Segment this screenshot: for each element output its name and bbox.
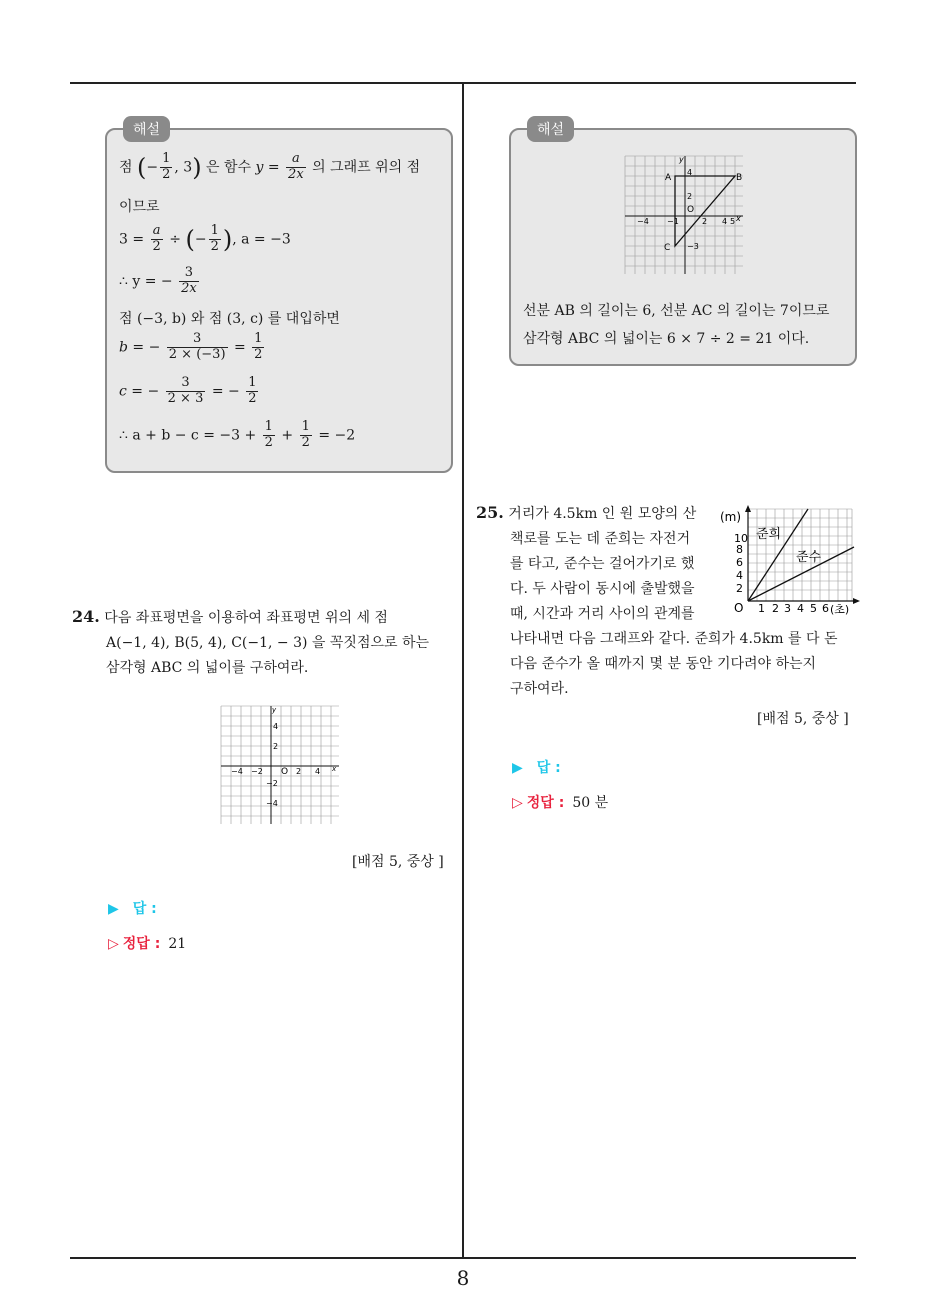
question-24-line-2: A(−1, 4), B(5, 4), C(−1, − 3) 을 꼭짓점으로 하는 (106, 635, 430, 651)
origin-label: O (687, 205, 695, 215)
right-solution-box (509, 122, 857, 366)
y-tick-label: 2 (736, 582, 743, 595)
question-25-line-4: 다. 두 사람이 동시에 출발했을 (510, 581, 695, 597)
series-label-junhee: 준희 (756, 527, 782, 542)
question-25-line-6: 나타내면 다음 그래프와 같다. 준희가 4.5km 를 다 돈 (510, 631, 838, 647)
question-25-line-3: 를 타고, 준수는 걸어가기로 했 (510, 556, 695, 572)
solution-line-1: 점 (− $\frac{1}{2}$ , 3) 은 함수 y = $\frac{a}{2x}$ 의 그래프 위의 점 (119, 151, 421, 182)
solution-tag: 해설 (527, 116, 574, 142)
tick-label: 4 (722, 217, 728, 226)
solution-line-4: ∴ y = − $\frac{3}{2x}$ (119, 265, 197, 296)
q24-correct-row (108, 933, 186, 953)
answer-label: 답 : (132, 901, 157, 917)
page-number: 8 (456, 1266, 470, 1290)
origin-label: O (281, 767, 289, 777)
tick-label: 2 (273, 742, 279, 751)
bottom-rule (70, 1257, 856, 1259)
x-axis-label: x (332, 765, 337, 773)
triangle-coordinate-graph (623, 154, 745, 276)
correct-value: 21 (168, 936, 187, 952)
answer-label: 답 : (536, 760, 561, 776)
question-24 (72, 604, 457, 681)
y-tick-label: 8 (736, 543, 743, 556)
question-25-line-1: 25. 거리가 4.5km 인 원 모양의 산 (476, 503, 697, 522)
y-axis-label: y (679, 155, 684, 164)
x-tick-label: 3 (784, 602, 791, 615)
play-triangle-icon: ▶ (512, 760, 523, 776)
tick-label: −3 (687, 242, 699, 251)
correct-label: 정답 : (526, 795, 565, 811)
tick-label: −1 (667, 217, 679, 226)
solution-line-7: c = − $\frac{3}{2 \times 3}$ = − $\frac{1}{2}$ (119, 375, 257, 406)
tick-label: −4 (637, 217, 649, 226)
question-25-line-7: 다음 준수가 올 때까지 몇 분 동안 기다려야 하는지 (510, 656, 817, 672)
x-tick-label: 1 (758, 602, 765, 615)
q25-distance-time-graph (720, 505, 862, 620)
question-number: 24. (72, 607, 100, 626)
outline-triangle-icon: ▷ (512, 795, 523, 811)
question-25-line-2: 책로를 도는 데 준희는 자전거 (510, 531, 691, 547)
q24-answer-row (108, 898, 157, 918)
q24-score: [배점 5, 중상 ] (352, 854, 444, 870)
correct-value: 50 분 (572, 795, 609, 811)
y-axis-label: y (272, 706, 277, 714)
tick-label: −2 (251, 767, 263, 776)
q25-answer-row (512, 757, 561, 777)
tick-label: −4 (266, 799, 278, 808)
y-unit-label: (m) (720, 510, 742, 524)
y-tick-label: 4 (736, 569, 743, 582)
y-tick-label: 6 (736, 556, 743, 569)
question-24-line-3: 삼각형 ABC 의 넓이를 구하여라. (106, 660, 309, 676)
solution-line-8: ∴ a + b − c = −3 + $\frac{1}{2}$ + $\frac{1}{2}$ = −2 (119, 419, 356, 450)
solution-line-2: 이므로 (119, 199, 160, 215)
point-b-label: B (736, 173, 743, 183)
point-a-label: A (665, 173, 672, 183)
solution-line-3: 3 = $\frac{a}{2}$ ÷ (− $\frac{1}{2}$ ), a = −3 (119, 223, 291, 254)
tick-label: 2 (296, 767, 302, 776)
x-tick-label: 6 (822, 602, 829, 615)
outline-triangle-icon: ▷ (108, 936, 119, 952)
x-unit-label: (초) (830, 603, 850, 616)
solution-tag: 해설 (123, 116, 170, 142)
x-tick-label: 4 (797, 602, 804, 615)
right-solution-text-2: 삼각형 ABC 의 넓이는 6 × 7 ÷ 2 = 21 이다. (523, 331, 810, 347)
right-solution-text-1: 선분 AB 의 길이는 6, 선분 AC 의 길이는 7이므로 (523, 303, 830, 319)
left-solution-box (105, 122, 453, 473)
solution-line-6: b = − $\frac{3}{2 \times (-3)}$ = $\frac{1}{2}$ (119, 331, 263, 362)
q25-correct-row (512, 792, 608, 812)
column-divider (462, 84, 464, 1257)
tick-label: 4 (687, 168, 693, 177)
origin-label: O (734, 601, 744, 615)
tick-label: 2 (702, 217, 708, 226)
question-number: 25. (476, 503, 504, 522)
series-label-junsu: 준수 (796, 550, 822, 565)
tick-label: 5 (730, 217, 736, 226)
q25-score: [배점 5, 중상 ] (757, 711, 849, 727)
x-tick-label: 5 (810, 602, 817, 615)
x-axis-label: x (736, 214, 741, 223)
tick-label: 4 (273, 722, 279, 731)
correct-label: 정답 : (122, 936, 161, 952)
question-24-line-1: 24. 다음 좌표평면을 이용하여 좌표평면 위의 세 점 (72, 607, 388, 626)
solution-line-5: 점 (−3, b) 와 점 (3, c) 를 대입하면 (119, 311, 340, 327)
q24-coordinate-grid (219, 704, 341, 826)
tick-label: −2 (266, 779, 278, 788)
play-triangle-icon: ▶ (108, 901, 119, 917)
tick-label: −4 (231, 767, 243, 776)
question-25-line-5: 때, 시간과 거리 사이의 관계를 (510, 606, 695, 622)
tick-label: 4 (315, 767, 321, 776)
tick-label: 2 (687, 192, 693, 201)
x-tick-label: 2 (772, 602, 779, 615)
question-25-line-8: 구하여라. (510, 681, 569, 697)
y-tick-label: 10 (734, 532, 748, 545)
point-c-label: C (664, 243, 671, 253)
